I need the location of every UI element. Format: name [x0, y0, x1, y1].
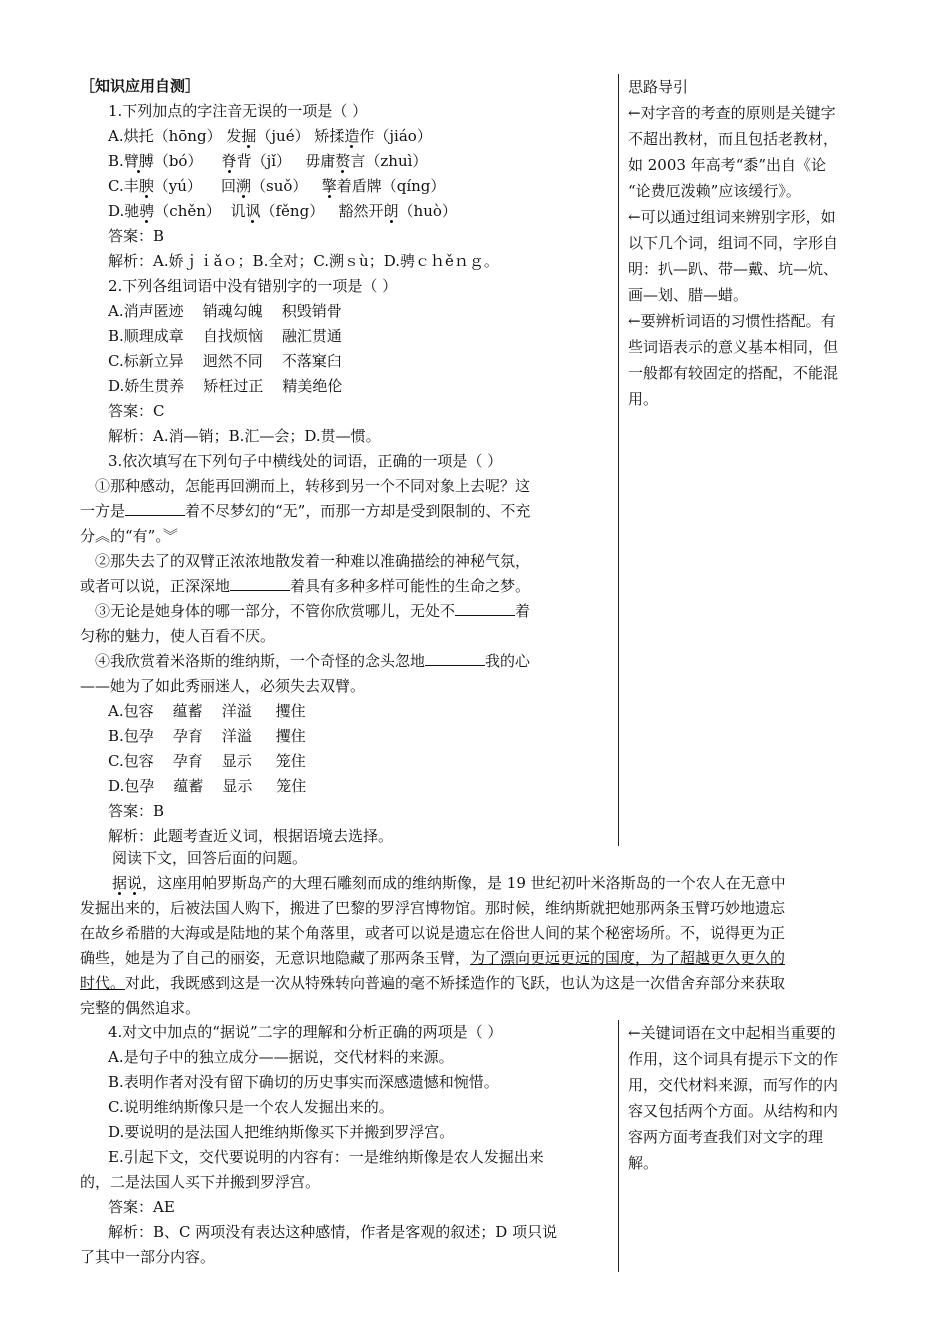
q3-sentence-1-line-1: ①那种感动，怎能再回溯而上，转移到另一个不同对象上去呢？这 — [95, 477, 531, 495]
sidebar-line: 如 2003 年高考“黍”出自《论 — [628, 156, 827, 174]
exercise-section-2 — [80, 1020, 612, 1270]
q4-option-d: D.要说明的是法国人把维纳斯像买下并搬到罗浮宫。 — [108, 1123, 455, 1141]
sidebar-line: “论费厄泼赖”应该缓行》。 — [628, 182, 801, 200]
fill-blank-4 — [425, 651, 485, 666]
sidebar-line: ←对字音的考查的原则是关键字 — [628, 104, 836, 122]
fill-blank-2 — [230, 576, 290, 591]
exercise-section-1 — [80, 74, 612, 849]
sidebar-line: 明：扒—趴、带—戴、坑—炕、 — [628, 260, 839, 278]
sidebar-line: 用，交代材料来源，而写作的内 — [628, 1076, 839, 1094]
q3-sentence-4-line-1: ④我欣赏着米洛斯的维纳斯，一个奇怪的念头忽地 我的心 — [95, 652, 531, 670]
q2-option-c: C.标新立异 迥然不同 不落窠臼 — [108, 352, 342, 370]
passage-line-3: 在故乡希腊的大海或是陆地的某个角落里，或者可以说是遗忘在俗世人间的某个秘密场所。不，说得更为正 — [80, 924, 786, 942]
q1-option-a: A.烘托（hōng） 发掘（jué） 矫揉造作（jiáo） — [108, 127, 432, 145]
q3-sentence-3-line-2: 匀称的魅力，使人百看不厌。 — [80, 627, 276, 645]
q3-sentence-3-line-1: ③无论是她身体的哪一部分，不管你欣赏哪儿，无处不 着 — [95, 602, 531, 620]
fill-blank-1 — [125, 501, 185, 516]
sidebar-line: 容两方面考查我们对文字的理 — [628, 1128, 824, 1146]
sidebar-guide-2 — [628, 1020, 872, 1176]
passage-line-5: 时代。对此，我既感到这是一次从特殊转向普遍的毫不矫揉造作的飞跃，也认为这是一次借舍弃部分来获取 — [80, 974, 786, 992]
sidebar-guide-1 — [628, 74, 872, 412]
sidebar-line: 解。 — [628, 1154, 659, 1172]
q3-sentence-2-line-2: 或者可以说，正深深地 着具有多种多样可能性的生命之梦。 — [80, 577, 531, 595]
passage-line-2: 发掘出来的，后被法国人购下，搬进了巴黎的罗浮宫博物馆。那时候，维纳斯就把她那两条玉臂巧妙地遗忘 — [80, 899, 786, 917]
sidebar-line: 一般都有较固定的搭配，不能混 — [628, 364, 839, 382]
q3-sentence-4-line-2: ——她为了如此秀丽迷人，必须失去双臂。 — [80, 677, 366, 695]
q3-option-d: D.包孕 蕴蓄 显示 笼住 — [108, 777, 307, 795]
sidebar-line: ←可以通过组词来辨别字形，如 — [628, 208, 836, 226]
sidebar-line: 作用，这个词具有提示下文的作 — [628, 1050, 839, 1068]
q4-stem: 4.对文中加点的“据说”二字的理解和分析正确的两项是（ ） — [108, 1023, 503, 1041]
q1-answer: 答案：B — [108, 227, 165, 245]
q4-analysis-line-1: 解析：B、C 两项没有表达这种感情，作者是客观的叙述；D 项只说 — [108, 1223, 558, 1241]
sidebar-line: 不超出教材，而且包括老教材， — [628, 130, 839, 148]
sidebar-line: 些词语表示的意义基本相同，但 — [628, 338, 839, 356]
q1-option-c: C.丰腴（yú） 回溯（suǒ） 擎着盾牌（qíng） — [108, 177, 446, 195]
q2-option-a: A.消声匿迹 销魂勾魄 积毁销骨 — [108, 302, 342, 320]
column-divider-bottom — [618, 1020, 619, 1272]
passage-line-1: 据说，这座用帕罗斯岛产的大理石雕刻而成的维纳斯像，是 19 世纪初叶米洛斯岛的一个农人在无意中 — [112, 874, 786, 892]
q2-analysis: 解析：A.消—销；B.汇—会；D.贯—惯。 — [108, 427, 381, 445]
q2-stem: 2.下列各组词语中没有错别字的一项是（ ） — [108, 277, 398, 295]
q3-option-a: A.包容 蕴蓄 洋溢 攫住 — [108, 702, 306, 720]
q4-option-e-line-1: E.引起下文，交代要说明的内容有：一是维纳斯像是农人发掘出来 — [108, 1148, 544, 1166]
sidebar-line: ←关键词语在文中起相当重要的 — [628, 1024, 836, 1042]
q3-sentence-1-line-3: 分︽的“有”。︾ — [80, 527, 178, 545]
sidebar-line: ←要辨析词语的习惯性搭配。有 — [628, 312, 836, 330]
q3-sentence-2-line-1: ②那失去了的双臂正浓浓地散发着一种难以准确描绘的神秘气氛， — [95, 552, 531, 570]
q2-option-b: B.顺理成章 自找烦恼 融汇贯通 — [108, 327, 342, 345]
passage-line-4: 确些，她是为了自己的丽姿，无意识地隐藏了那两条玉臂，为了漂向更远更远的国度，为了超越更久更久的 — [80, 949, 786, 967]
passage-line-6: 完整的偶然追求。 — [80, 999, 201, 1017]
q4-option-a: A.是句子中的独立成分——据说，交代材料的来源。 — [108, 1048, 454, 1066]
q2-answer: 答案：C — [108, 402, 165, 420]
sidebar-line: 以下几个词，组词不同，字形自 — [628, 234, 839, 252]
sidebar-line: 画—划、腊—蜡。 — [628, 286, 749, 304]
q4-answer: 答案：AE — [108, 1198, 175, 1216]
q1-option-b: B.臂膊（bó） 脊背（jǐ） 毋庸赘言（zhuì） — [108, 152, 428, 170]
q4-option-e-line-2: 的，二是法国人买下并搬到罗浮宫。 — [80, 1173, 321, 1191]
q3-answer: 答案：B — [108, 802, 165, 820]
q1-stem: 1.下列加点的字注音无误的一项是（ ） — [108, 102, 368, 120]
q2-option-d: D.娇生贯养 矫枉过正 精美绝伦 — [108, 377, 343, 395]
q4-option-c: C.说明维纳斯像只是一个农人发掘出来的。 — [108, 1098, 394, 1116]
fill-blank-3 — [455, 601, 515, 616]
column-divider-top — [618, 74, 619, 846]
q1-option-d: D.驰骋（chěn） 讥讽（fěng） 豁然开朗（huò） — [108, 202, 457, 220]
q3-sentence-1-line-2: 一方是 着不尽梦幻的“无”，而那一方却是受到限制的、不充 — [80, 502, 531, 520]
section-heading: ［知识应用自测］ — [80, 77, 201, 95]
q3-option-b: B.包孕 孕育 洋溢 攫住 — [108, 727, 306, 745]
sidebar-title: 思路导引 — [628, 78, 689, 96]
sidebar-line: 用。 — [628, 390, 659, 408]
sidebar-line: 容又包括两个方面。从结构和内 — [628, 1102, 839, 1120]
q3-option-c: C.包容 孕育 显示 笼住 — [108, 752, 306, 770]
q1-analysis: 解析：A.娇ｊｉǎｏ；B.全对；C.溯ｓù；D.骋ｃｈěｎｇ。 — [108, 252, 499, 270]
q4-analysis-line-2: 了其中一部分内容。 — [80, 1248, 216, 1266]
reading-passage — [80, 846, 870, 1021]
q3-analysis: 解析：此题考查近义词，根据语境去选择。 — [108, 827, 394, 845]
q3-stem: 3.依次填写在下列句子中横线处的词语，正确的一项是（ ） — [108, 452, 503, 470]
passage-intro: 阅读下文，回答后面的问题。 — [112, 849, 308, 867]
q4-option-b: B.表明作者对没有留下确切的历史事实而深感遗憾和惋惜。 — [108, 1073, 499, 1091]
